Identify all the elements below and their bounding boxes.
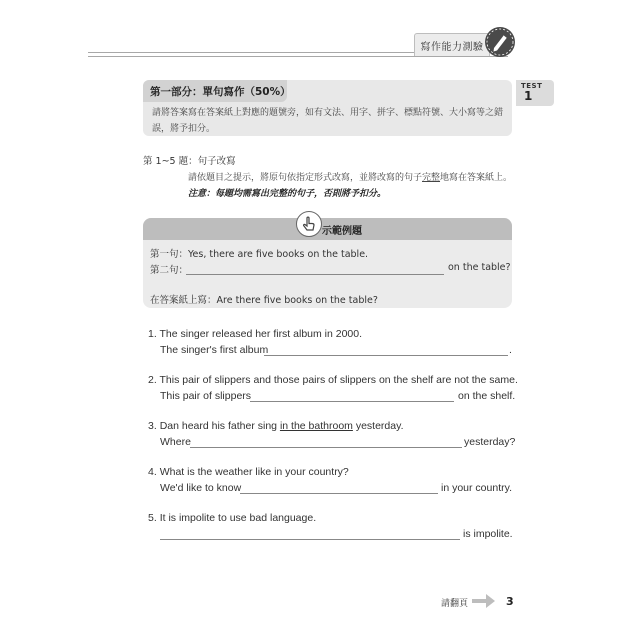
question-2-tail: on the shelf. [458,390,516,402]
question-1-prompt: The singer's first album [160,344,269,356]
example-line-2-tail: on the table? [448,262,511,273]
test-number: 1 [524,89,533,103]
question-2-prompt: This pair of slippers [160,390,252,402]
question-range: 第 1~5 題：句子改寫 [143,156,236,167]
part-title: 第一部分：單句寫作（50%） [150,86,291,98]
example-title: 示範例題 [322,226,362,237]
test-label: TEST [521,82,543,90]
question-1-tail: . [509,344,512,356]
page-number: 3 [506,595,514,608]
arrow-right-icon [472,593,496,609]
example-answer: 在答案紙上寫：Are there five books on the table? [150,295,378,306]
question-5: 5. It is impolite to use bad language. [148,512,317,524]
question-1: 1. The singer released her first album in 2000. [148,328,363,340]
answer-blank [190,447,462,448]
example-line-2-label: 第二句： [150,265,189,276]
question-3-prompt: Where [160,436,191,448]
answer-blank [250,401,454,402]
hand-pointer-icon [296,211,322,237]
pencil-icon [484,26,516,58]
question-2: 2. This pair of slippers and those pairs of slippers on the shelf are not the same. [148,374,518,386]
section-instruction: 請依題目之提示，將原句依指定形式改寫，並將改寫的句子完整地寫在答案紙上。 [188,173,513,183]
answer-blank [160,539,460,540]
example-blank [186,274,444,275]
section-note: 注意：每題均需寫出完整的句子，否則將予扣分。 [188,189,387,199]
question-5-tail: is impolite. [463,528,513,540]
answer-blank [264,355,508,356]
question-4-tail: in your country. [441,482,513,494]
question-3-tail: yesterday? [464,436,516,448]
question-3: 3. Dan heard his father sing in the bathroom yesterday. [148,420,404,432]
part-description: 請將答案寫在答案紙上對應的題號旁，如有文法、用字、拼字、標點符號、大小寫等之錯誤，將予扣分。 [152,108,504,134]
question-4: 4. What is the weather like in your country? [148,466,349,478]
header-title: 寫作能力測驗 [414,33,490,56]
example-line-1: 第一句：Yes, there are five books on the table. [150,249,369,260]
answer-blank [240,493,438,494]
question-4-prompt: We'd like to know [160,482,242,494]
turn-page-label: 請翻頁 [441,599,469,609]
header-rule [88,56,508,57]
